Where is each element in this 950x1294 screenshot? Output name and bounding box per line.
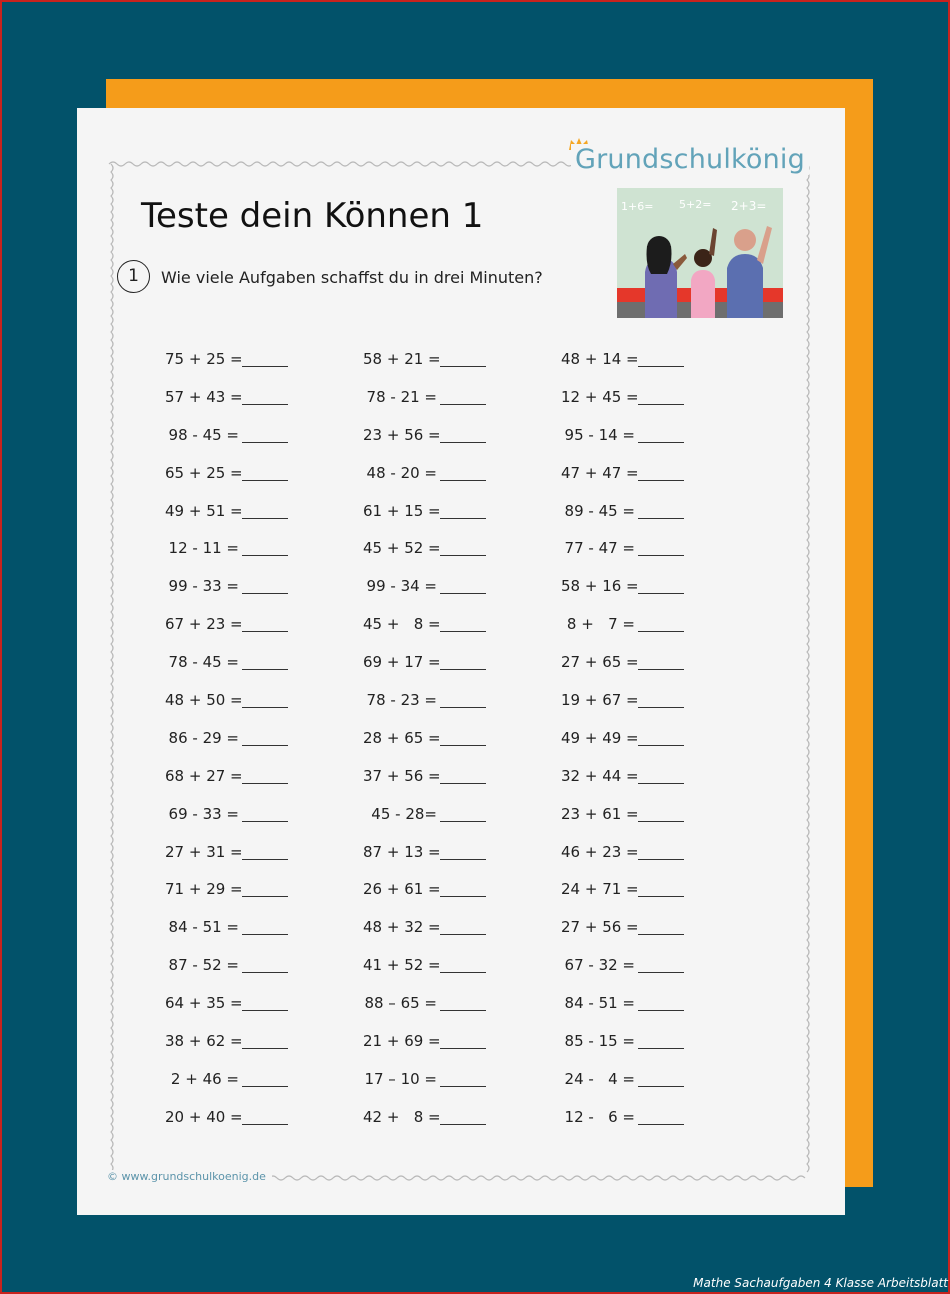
answer-blank[interactable]: [242, 616, 288, 632]
answer-blank[interactable]: [638, 806, 684, 822]
exercise-equation: 58 + 21 =: [363, 349, 441, 368]
answer-blank[interactable]: [638, 1109, 684, 1125]
exercise-row: [363, 643, 513, 681]
exercise-equation: 99 - 33 =: [168, 577, 239, 596]
answer-blank[interactable]: [242, 995, 288, 1011]
exercise-equation: 37 + 56 =: [363, 766, 441, 785]
exercise-column-3: [561, 340, 711, 1136]
exercise-equation: 69 - 33 =: [168, 804, 239, 823]
exercise-equation: 84 - 51 =: [564, 994, 635, 1013]
exercise-row: [363, 795, 513, 833]
exercise-row: [363, 492, 513, 530]
answer-blank[interactable]: [638, 427, 684, 443]
task-number-badge: 1: [117, 260, 150, 293]
exercise-equation: 68 + 27 =: [165, 766, 243, 785]
answer-blank[interactable]: [638, 351, 684, 367]
answer-blank[interactable]: [440, 881, 486, 897]
exercise-row: [363, 719, 513, 757]
answer-blank[interactable]: [242, 351, 288, 367]
exercise-equation: 48 + 14 =: [561, 349, 639, 368]
answer-blank[interactable]: [242, 768, 288, 784]
answer-blank[interactable]: [638, 503, 684, 519]
exercise-row: [561, 1022, 711, 1060]
answer-blank[interactable]: [242, 1033, 288, 1049]
answer-blank[interactable]: [242, 1109, 288, 1125]
answer-blank[interactable]: [440, 692, 486, 708]
exercise-column-2: [363, 340, 513, 1136]
answer-blank[interactable]: [242, 654, 288, 670]
answer-blank[interactable]: [242, 881, 288, 897]
answer-blank[interactable]: [440, 844, 486, 860]
exercise-row: [561, 908, 711, 946]
answer-blank[interactable]: [440, 1109, 486, 1125]
exercise-row: [561, 454, 711, 492]
answer-blank[interactable]: [242, 465, 288, 481]
answer-blank[interactable]: [638, 730, 684, 746]
exercise-equation: 24 + 71 =: [561, 880, 639, 899]
answer-blank[interactable]: [638, 844, 684, 860]
exercise-equation: 49 + 51 =: [165, 501, 243, 520]
exercise-equation: 86 - 29 =: [168, 728, 239, 747]
exercise-row: [363, 605, 513, 643]
exercise-equation: 45 + 8 =: [363, 615, 441, 634]
exercise-equation: 84 - 51 =: [168, 918, 239, 937]
answer-blank[interactable]: [242, 540, 288, 556]
exercise-row: [165, 416, 315, 454]
exercise-equation: 27 + 56 =: [561, 918, 639, 937]
exercise-row: [561, 795, 711, 833]
exercise-equation: 61 + 15 =: [363, 501, 441, 520]
exercise-equation: 28 + 65 =: [363, 728, 441, 747]
answer-blank[interactable]: [638, 768, 684, 784]
answer-blank[interactable]: [440, 389, 486, 405]
exercise-equation: 77 - 47 =: [564, 539, 635, 558]
exercise-equation: 21 + 69 =: [363, 1031, 441, 1050]
exercise-row: [363, 340, 513, 378]
exercise-equation: 12 - 11 =: [168, 539, 239, 558]
answer-blank[interactable]: [242, 427, 288, 443]
exercise-row: [165, 833, 315, 871]
exercise-row: [165, 681, 315, 719]
answer-blank[interactable]: [242, 692, 288, 708]
exercise-row: [165, 908, 315, 946]
exercise-row: [561, 529, 711, 567]
answer-blank[interactable]: [638, 995, 684, 1011]
exercise-equation: 23 + 56 =: [363, 425, 441, 444]
exercise-row: [165, 795, 315, 833]
exercise-row: [363, 378, 513, 416]
exercise-row: [561, 719, 711, 757]
exercise-row: [363, 946, 513, 984]
exercise-row: [561, 492, 711, 530]
exercise-row: [363, 567, 513, 605]
exercise-equation: 78 - 21 =: [366, 387, 437, 406]
answer-blank[interactable]: [242, 844, 288, 860]
exercise-equation: 87 - 52 =: [168, 956, 239, 975]
answer-blank[interactable]: [440, 1033, 486, 1049]
exercise-column-1: [165, 340, 315, 1136]
exercise-equation: 48 - 20 =: [366, 463, 437, 482]
exercise-row: [561, 567, 711, 605]
answer-blank[interactable]: [440, 616, 486, 632]
answer-blank[interactable]: [638, 654, 684, 670]
exercise-equation: 20 + 40 =: [165, 1107, 243, 1126]
answer-blank[interactable]: [440, 654, 486, 670]
page-title: Teste dein Können 1: [141, 196, 484, 236]
exercise-row: [561, 605, 711, 643]
exercise-equation: 38 + 62 =: [165, 1031, 243, 1050]
exercise-equation: 17 – 10 =: [364, 1069, 437, 1088]
answer-blank[interactable]: [440, 995, 486, 1011]
exercise-equation: 8 + 7 =: [566, 615, 635, 634]
answer-blank[interactable]: [440, 503, 486, 519]
exercise-equation: 99 - 34 =: [366, 577, 437, 596]
exercise-equation: 45 + 52 =: [363, 539, 441, 558]
exercise-equation: 64 + 35 =: [165, 994, 243, 1013]
board-text-3: 2+3=: [731, 199, 767, 213]
exercise-row: [363, 1060, 513, 1098]
exercise-row: [561, 643, 711, 681]
exercise-row: [561, 416, 711, 454]
answer-blank[interactable]: [440, 351, 486, 367]
children-at-blackboard-icon: [617, 188, 783, 318]
exercise-row: [165, 378, 315, 416]
exercise-equation: 48 + 32 =: [363, 918, 441, 937]
exercise-equation: 2 + 46 =: [170, 1069, 239, 1088]
exercise-equation: 67 - 32 =: [564, 956, 635, 975]
exercise-row: [165, 605, 315, 643]
exercise-equation: 89 - 45 =: [564, 501, 635, 520]
exercise-row: [165, 454, 315, 492]
exercise-row: [165, 643, 315, 681]
exercise-row: [363, 908, 513, 946]
exercise-row: [363, 870, 513, 908]
answer-blank[interactable]: [440, 465, 486, 481]
exercise-equation: 95 - 14 =: [564, 425, 635, 444]
exercise-row: [165, 1022, 315, 1060]
board-text-2: 5+2=: [679, 198, 712, 211]
exercise-equation: 71 + 29 =: [165, 880, 243, 899]
exercise-row: [165, 1098, 315, 1136]
exercise-row: [165, 946, 315, 984]
exercise-equation: 46 + 23 =: [561, 842, 639, 861]
exercise-equation: 45 - 28=: [371, 804, 437, 823]
exercise-equation: 12 - 6 =: [564, 1107, 635, 1126]
exercise-equation: 87 + 13 =: [363, 842, 441, 861]
exercise-equation: 57 + 43 =: [165, 387, 243, 406]
exercise-row: [561, 984, 711, 1022]
answer-blank[interactable]: [638, 616, 684, 632]
exercise-equation: 88 – 65 =: [364, 994, 437, 1013]
answer-blank[interactable]: [242, 1071, 288, 1087]
exercise-equation: 32 + 44 =: [561, 766, 639, 785]
task-instruction: Wie viele Aufgaben schaffst du in drei Minuten?: [161, 268, 543, 287]
answer-blank[interactable]: [638, 540, 684, 556]
exercise-row: [165, 757, 315, 795]
exercise-equation: 48 + 50 =: [165, 690, 243, 709]
answer-blank[interactable]: [440, 578, 486, 594]
answer-blank[interactable]: [638, 389, 684, 405]
exercise-row: [363, 681, 513, 719]
answer-blank[interactable]: [242, 730, 288, 746]
answer-blank[interactable]: [440, 540, 486, 556]
answer-blank[interactable]: [638, 1071, 684, 1087]
exercise-row: [363, 1098, 513, 1136]
answer-blank[interactable]: [440, 919, 486, 935]
answer-blank[interactable]: [440, 768, 486, 784]
exercise-row: [363, 833, 513, 871]
exercise-equation: 78 - 23 =: [366, 690, 437, 709]
exercise-row: [561, 1060, 711, 1098]
exercise-equation: 58 + 16 =: [561, 577, 639, 596]
exercise-row: [165, 340, 315, 378]
exercise-row: [363, 416, 513, 454]
exercise-row: [363, 984, 513, 1022]
exercise-equation: 27 + 65 =: [561, 653, 639, 672]
answer-blank[interactable]: [638, 1033, 684, 1049]
exercise-equation: 24 - 4 =: [564, 1069, 635, 1088]
worksheet: [77, 108, 845, 1215]
footer-copyright: © www.grundschulkoenig.de: [107, 1170, 272, 1183]
exercise-row: [363, 529, 513, 567]
exercise-equation: 98 - 45 =: [168, 425, 239, 444]
answer-blank[interactable]: [638, 692, 684, 708]
exercise-row: [165, 870, 315, 908]
exercise-equation: 27 + 31 =: [165, 842, 243, 861]
answer-blank[interactable]: [638, 919, 684, 935]
exercise-row: [561, 870, 711, 908]
exercise-equation: 19 + 67 =: [561, 690, 639, 709]
answer-blank[interactable]: [242, 578, 288, 594]
exercise-equation: 47 + 47 =: [561, 463, 639, 482]
answer-blank[interactable]: [440, 1071, 486, 1087]
answer-blank[interactable]: [440, 730, 486, 746]
exercise-row: [561, 1098, 711, 1136]
answer-blank[interactable]: [638, 957, 684, 973]
exercise-row: [561, 833, 711, 871]
exercise-row: [363, 454, 513, 492]
exercise-row: [561, 681, 711, 719]
exercise-equation: 12 + 45 =: [561, 387, 639, 406]
brand-logo-text: Grundschulkönig: [571, 144, 809, 175]
exercise-row: [363, 757, 513, 795]
answer-blank[interactable]: [242, 957, 288, 973]
exercise-row: [363, 1022, 513, 1060]
answer-blank[interactable]: [440, 427, 486, 443]
exercise-row: [165, 567, 315, 605]
exercise-equation: 23 + 61 =: [561, 804, 639, 823]
exercise-equation: 49 + 49 =: [561, 728, 639, 747]
exercise-row: [165, 719, 315, 757]
answer-blank[interactable]: [242, 806, 288, 822]
answer-blank[interactable]: [440, 806, 486, 822]
image-caption: Mathe Sachaufgaben 4 Klasse Arbeitsblatt: [693, 1276, 948, 1290]
exercise-row: [561, 946, 711, 984]
exercise-equation: 65 + 25 =: [165, 463, 243, 482]
exercise-row: [561, 757, 711, 795]
exercise-row: [561, 340, 711, 378]
exercise-equation: 85 - 15 =: [564, 1031, 635, 1050]
board-text-1: 1+6=: [621, 200, 654, 213]
answer-blank[interactable]: [440, 957, 486, 973]
answer-blank[interactable]: [638, 881, 684, 897]
answer-blank[interactable]: [242, 389, 288, 405]
exercise-equation: 67 + 23 =: [165, 615, 243, 634]
exercise-equation: 78 - 45 =: [168, 653, 239, 672]
exercise-equation: 26 + 61 =: [363, 880, 441, 899]
exercise-row: [165, 1060, 315, 1098]
exercise-row: [561, 378, 711, 416]
exercise-equation: 41 + 52 =: [363, 956, 441, 975]
answer-blank[interactable]: [242, 919, 288, 935]
answer-blank[interactable]: [242, 503, 288, 519]
exercise-row: [165, 984, 315, 1022]
answer-blank[interactable]: [638, 578, 684, 594]
answer-blank[interactable]: [638, 465, 684, 481]
exercise-row: [165, 529, 315, 567]
exercise-equation: 42 + 8 =: [363, 1107, 441, 1126]
exercise-row: [165, 492, 315, 530]
exercise-equation: 69 + 17 =: [363, 653, 441, 672]
exercise-equation: 75 + 25 =: [165, 349, 243, 368]
